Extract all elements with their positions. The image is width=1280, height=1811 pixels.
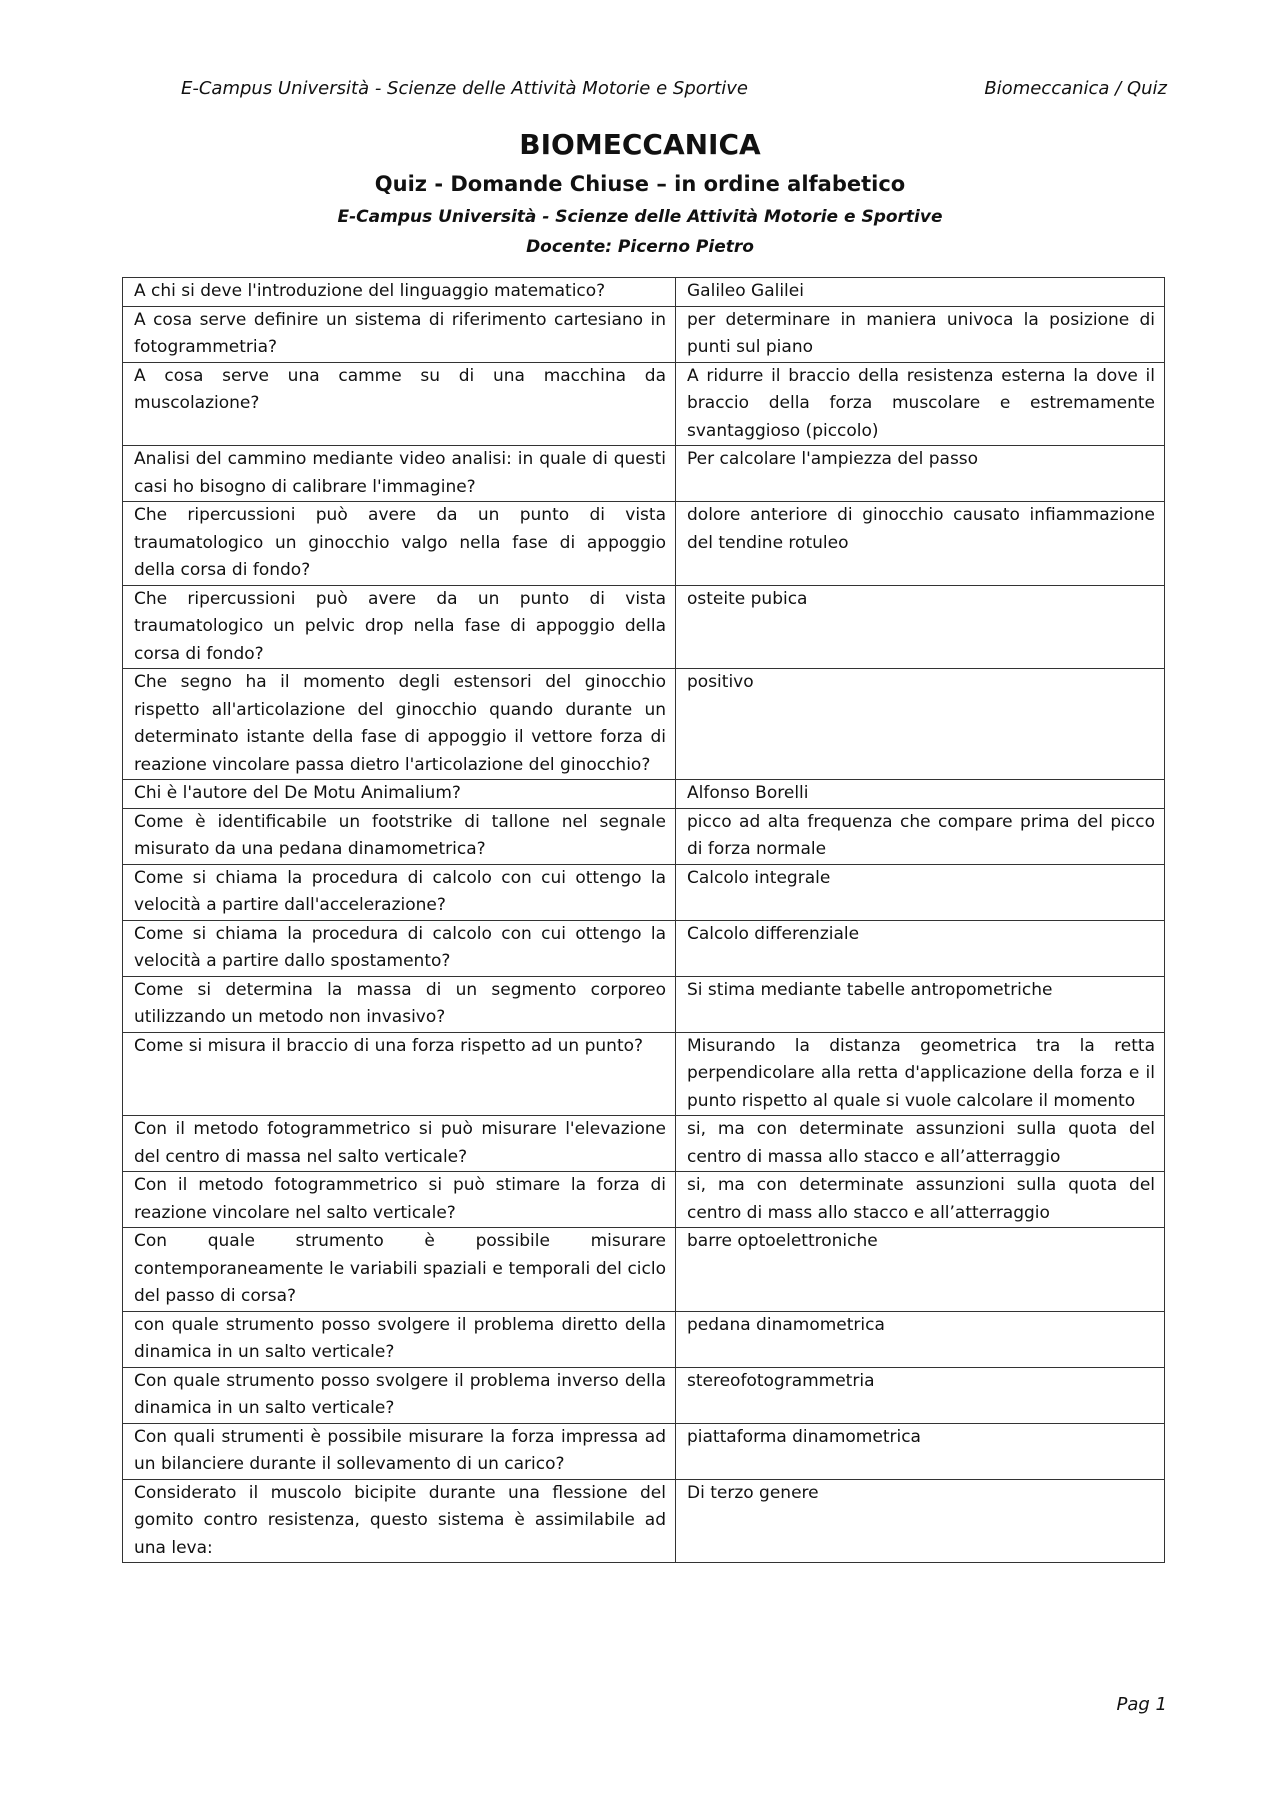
answer-cell: positivo (676, 669, 1165, 780)
answer-cell: Per calcolare l'ampiezza del passo (676, 446, 1165, 502)
answer-cell: si, ma con determinate assunzioni sulla quota del centro di massa allo stacco e all’atterraggio (676, 1116, 1165, 1172)
question-cell: A cosa serve una camme su di una macchina da muscolazione? (123, 362, 676, 446)
table-row (123, 446, 1165, 502)
table-row (123, 585, 1165, 669)
table-row (123, 669, 1165, 780)
quiz-table (122, 277, 1165, 1563)
table-row (123, 1479, 1165, 1563)
question-cell: Considerato il muscolo bicipite durante una flessione del gomito contro resistenza, questo sistema è assimilabile ad una leva: (123, 1479, 676, 1563)
question-cell: A cosa serve definire un sistema di riferimento cartesiano in fotogrammetria? (123, 306, 676, 362)
institution-line: E-Campus Università - Scienze delle Attività Motorie e Sportive (337, 207, 943, 227)
table-row (123, 362, 1165, 446)
table-row (123, 502, 1165, 586)
table-row (123, 1032, 1165, 1116)
table-row (123, 780, 1165, 809)
page-header (181, 78, 1167, 99)
table-row (123, 278, 1165, 307)
question-cell: Con quali strumenti è possibile misurare la forza impressa ad un bilanciere durante il sollevamento di un carico? (123, 1423, 676, 1479)
quiz-table-body (123, 278, 1165, 1563)
table-row (123, 1423, 1165, 1479)
header-course: E-Campus Università - Scienze delle Attività Motorie e Sportive (181, 78, 748, 99)
answer-cell: piattaforma dinamometrica (676, 1423, 1165, 1479)
question-cell: A chi si deve l'introduzione del linguaggio matematico? (123, 278, 676, 307)
answer-cell: Galileo Galilei (676, 278, 1165, 307)
question-cell: Con quale strumento posso svolgere il problema inverso della dinamica in un salto verticale? (123, 1367, 676, 1423)
question-cell: Come si chiama la procedura di calcolo con cui ottengo la velocità a partire dallo spostamento? (123, 920, 676, 976)
answer-cell: A ridurre il braccio della resistenza esterna la dove il braccio della forza muscolare e estremamente svantaggioso (piccolo) (676, 362, 1165, 446)
answer-cell: per determinare in maniera univoca la posizione di punti sul piano (676, 306, 1165, 362)
question-cell: Come è identificabile un footstrike di tallone nel segnale misurato da una pedana dinamometrica? (123, 808, 676, 864)
question-cell: Analisi del cammino mediante video analisi: in quale di questi casi ho bisogno di calibrare l'immagine? (123, 446, 676, 502)
answer-cell: barre optoelettroniche (676, 1228, 1165, 1312)
table-row (123, 306, 1165, 362)
table-row (123, 1228, 1165, 1312)
table-row (123, 808, 1165, 864)
question-cell: Come si chiama la procedura di calcolo con cui ottengo la velocità a partire dall'accelerazione? (123, 864, 676, 920)
table-row (123, 920, 1165, 976)
document-title: BIOMECCANICA (519, 128, 761, 161)
answer-cell: Calcolo integrale (676, 864, 1165, 920)
answer-cell: Misurando la distanza geometrica tra la retta perpendicolare alla retta d'applicazione della forza e il punto rispetto al quale si vuole calcolare il momento (676, 1032, 1165, 1116)
question-cell: Con quale strumento è possibile misurare contemporaneamente le variabili spaziali e temporali del ciclo del passo di corsa? (123, 1228, 676, 1312)
table-row (123, 976, 1165, 1032)
answer-cell: Alfonso Borelli (676, 780, 1165, 809)
table-row (123, 1367, 1165, 1423)
answer-cell: pedana dinamometrica (676, 1311, 1165, 1367)
answer-cell: osteite pubica (676, 585, 1165, 669)
answer-cell: Di terzo genere (676, 1479, 1165, 1563)
answer-cell: Calcolo differenziale (676, 920, 1165, 976)
table-row (123, 864, 1165, 920)
answer-cell: stereofotogrammetria (676, 1367, 1165, 1423)
table-row (123, 1172, 1165, 1228)
answer-cell: dolore anteriore di ginocchio causato infiammazione del tendine rotuleo (676, 502, 1165, 586)
question-cell: Chi è l'autore del De Motu Animalium? (123, 780, 676, 809)
table-row (123, 1116, 1165, 1172)
question-cell: Con il metodo fotogrammetrico si può stimare la forza di reazione vincolare nel salto verticale? (123, 1172, 676, 1228)
question-cell: con quale strumento posso svolgere il problema diretto della dinamica in un salto verticale? (123, 1311, 676, 1367)
header-section: Biomeccanica / Quiz (984, 78, 1167, 99)
answer-cell: picco ad alta frequenza che compare prima del picco di forza normale (676, 808, 1165, 864)
question-cell: Come si determina la massa di un segmento corporeo utilizzando un metodo non invasivo? (123, 976, 676, 1032)
question-cell: Con il metodo fotogrammetrico si può misurare l'elevazione del centro di massa nel salto verticale? (123, 1116, 676, 1172)
question-cell: Che segno ha il momento degli estensori del ginocchio rispetto all'articolazione del ginocchio quando durante un determinato istante della fase di appoggio il vettore forza di reazione vincolare passa dietro l'articolazione del ginocchio? (123, 669, 676, 780)
page-number: Pag 1 (1116, 1694, 1167, 1715)
document-subtitle: Quiz - Domande Chiuse – in ordine alfabetico (374, 172, 906, 196)
teacher-line: Docente: Picerno Pietro (526, 237, 754, 257)
table-row (123, 1311, 1165, 1367)
answer-cell: si, ma con determinate assunzioni sulla quota del centro di mass allo stacco e all’atterraggio (676, 1172, 1165, 1228)
question-cell: Che ripercussioni può avere da un punto di vista traumatologico un ginocchio valgo nella fase di appoggio della corsa di fondo? (123, 502, 676, 586)
question-cell: Che ripercussioni può avere da un punto di vista traumatologico un pelvic drop nella fase di appoggio della corsa di fondo? (123, 585, 676, 669)
answer-cell: Si stima mediante tabelle antropometriche (676, 976, 1165, 1032)
question-cell: Come si misura il braccio di una forza rispetto ad un punto? (123, 1032, 676, 1116)
